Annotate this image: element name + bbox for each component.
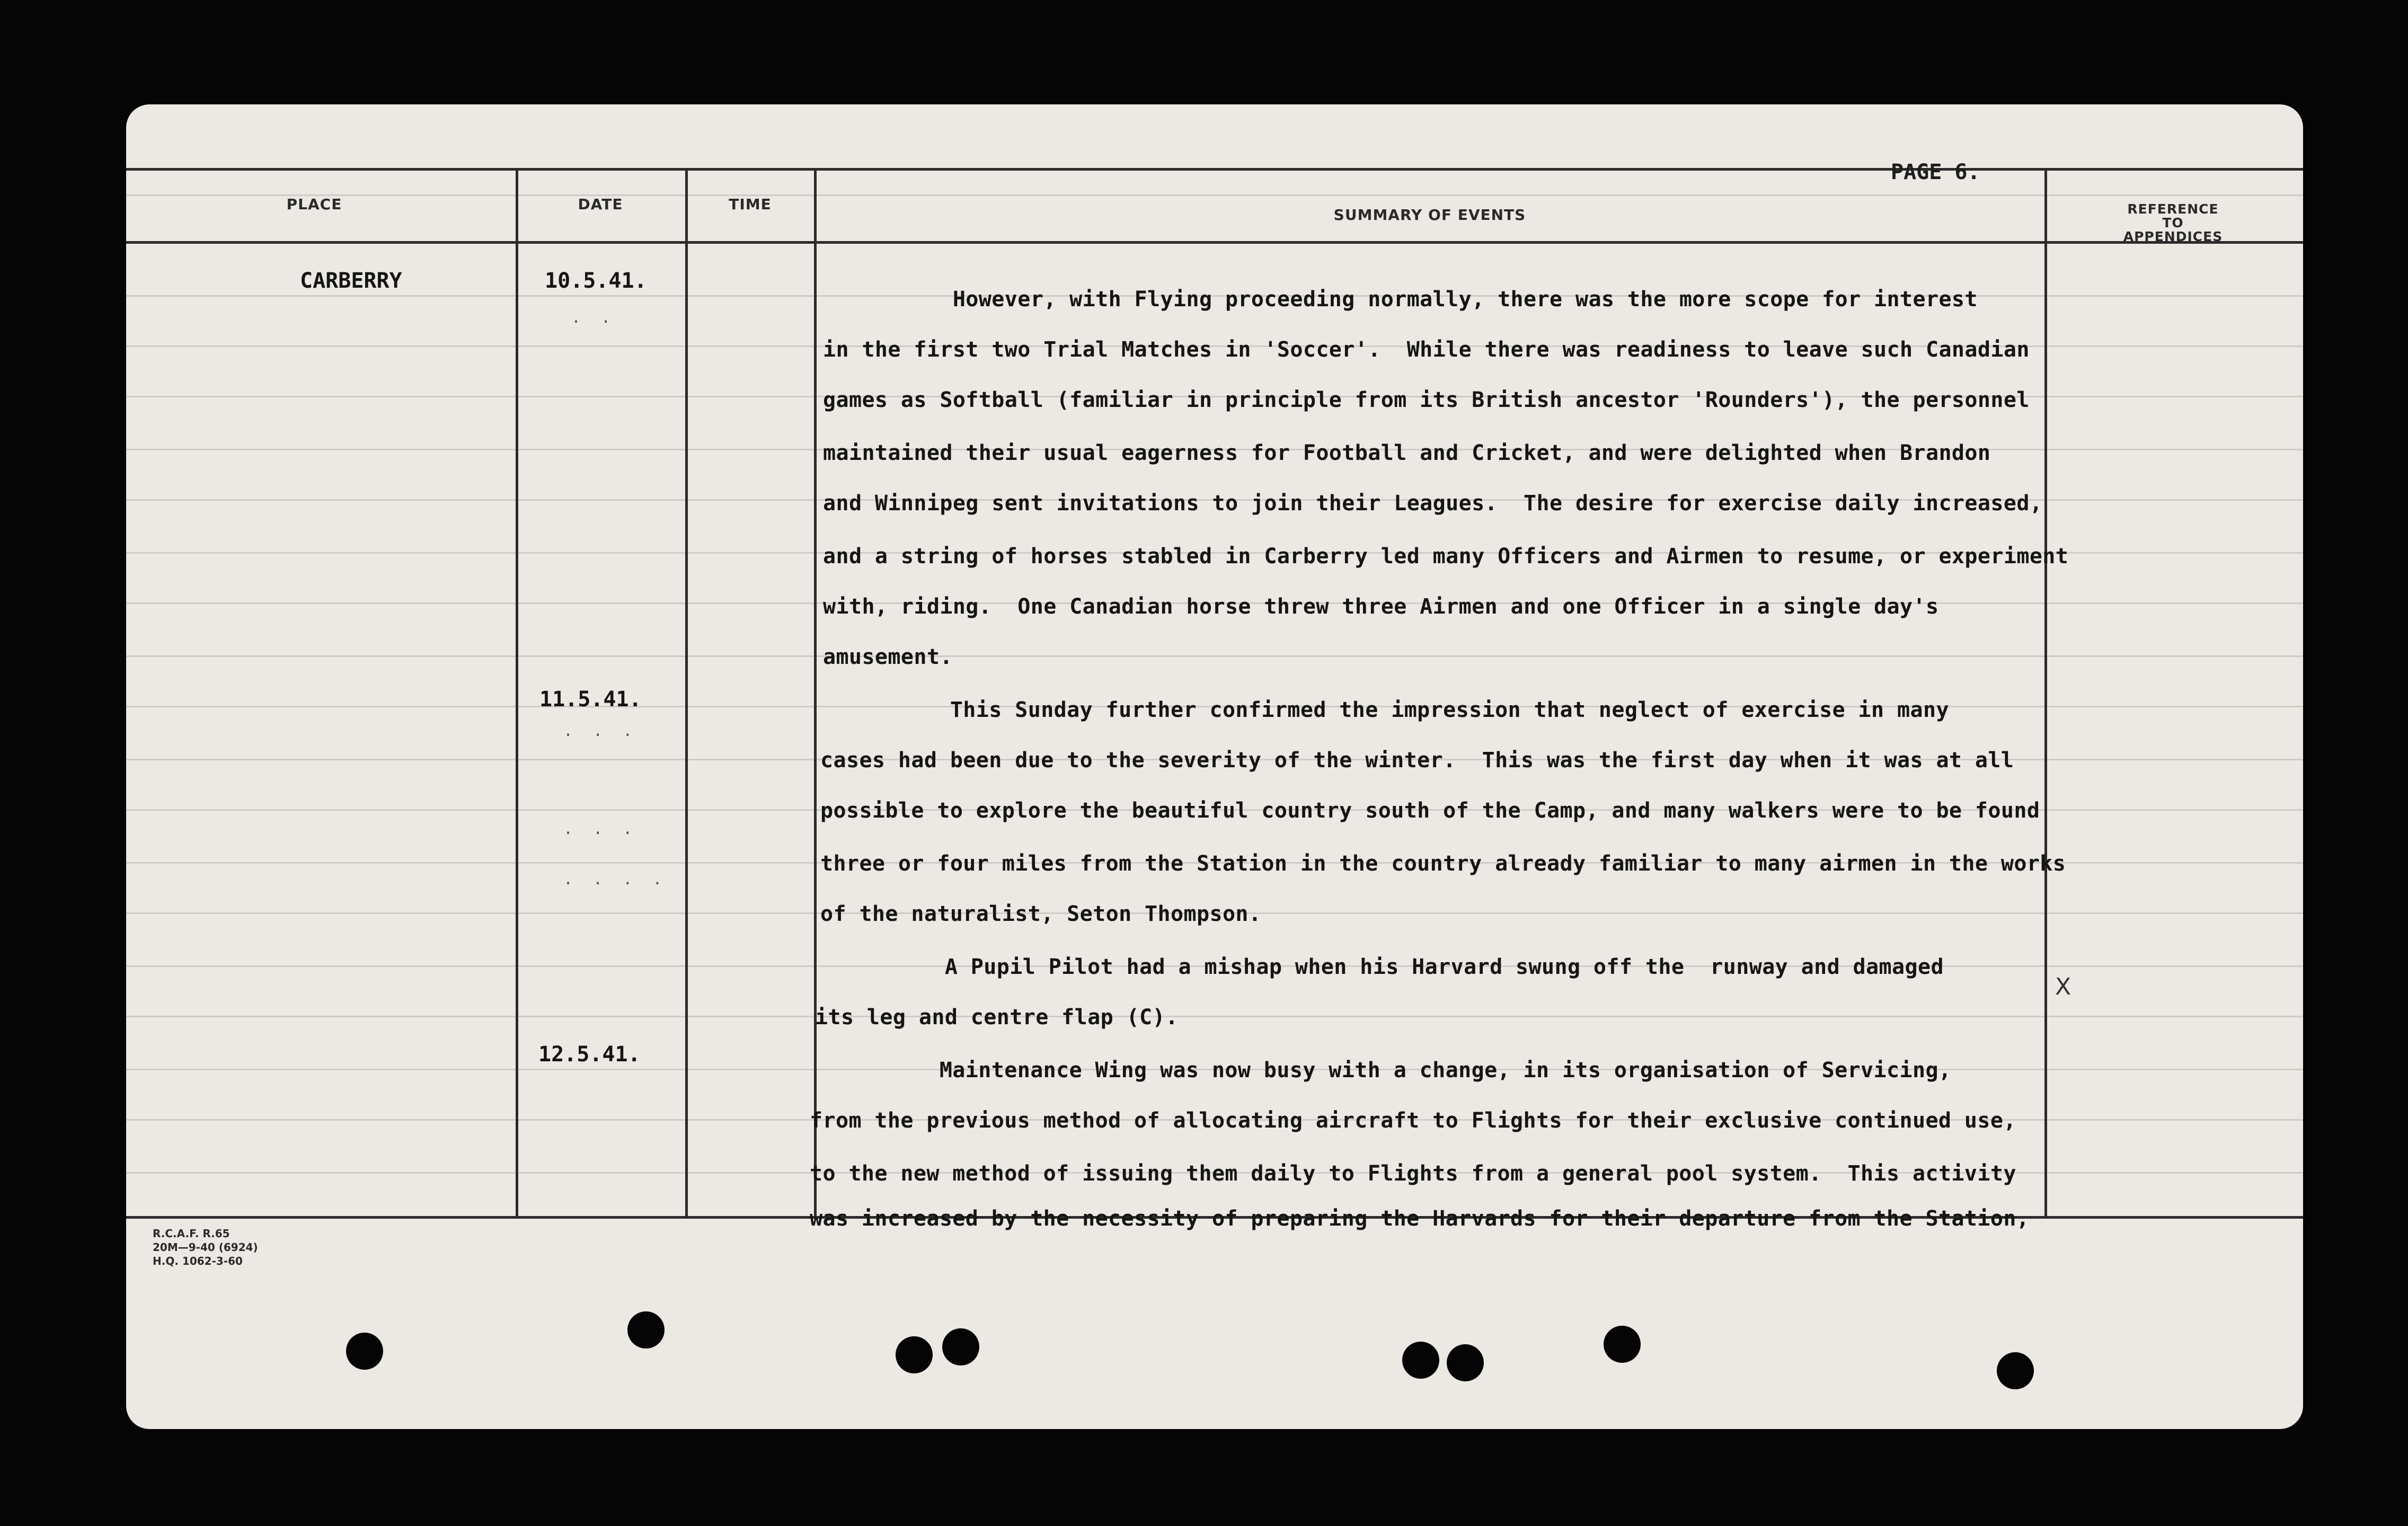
summary-line: three or four miles from the Station in the country already familiar to many airmen in the works bbox=[820, 851, 2066, 876]
summary-line: possible to explore the beautiful country south of the Camp, and many walkers were to be found bbox=[820, 799, 2040, 823]
punch-hole bbox=[896, 1336, 933, 1373]
header-time: TIME bbox=[729, 196, 772, 213]
page-label: PAGE 6. bbox=[1891, 160, 1980, 184]
date-entry: 10.5.41. bbox=[545, 269, 647, 293]
summary-line: and Winnipeg sent invitations to join their Leagues. The desire for exercise daily increased, bbox=[823, 491, 2043, 516]
date-entry: 12.5.41. bbox=[538, 1042, 641, 1067]
diary-form-card bbox=[126, 104, 2303, 1429]
punch-hole bbox=[1447, 1344, 1484, 1381]
summary-line: of the naturalist, Seton Thompson. bbox=[820, 902, 1262, 926]
punch-hole bbox=[627, 1311, 665, 1348]
punch-hole bbox=[942, 1328, 979, 1365]
place-entry: CARBERRY bbox=[300, 269, 402, 293]
summary-line: maintained their usual eagerness for Football and Cricket, and were delighted when Brandon bbox=[823, 441, 1991, 465]
form-code-line: R.C.A.F. R.65 bbox=[153, 1227, 230, 1240]
form-code-line: H.Q. 1062-3-60 bbox=[153, 1255, 243, 1267]
header-reference-line-2: TO bbox=[2162, 215, 2184, 230]
punch-hole bbox=[346, 1333, 383, 1370]
summary-line: This Sunday further confirmed the impression that neglect of exercise in many bbox=[820, 698, 1949, 722]
header-reference-line-3: APPENDICES bbox=[2123, 229, 2223, 244]
ditto-dots: . . . bbox=[563, 722, 638, 740]
summary-line: games as Softball (familiar in principle from its British ancestor 'Rounders'), the personnel bbox=[823, 388, 2030, 412]
header-reference-line-1: REFERENCE bbox=[2127, 201, 2219, 217]
form-code bbox=[153, 1227, 258, 1268]
summary-line: Maintenance Wing was now busy with a change, in its organisation of Servicing, bbox=[810, 1058, 1952, 1083]
summary-line: amusement. bbox=[823, 645, 953, 669]
ditto-dots: . . . . bbox=[563, 870, 668, 889]
header-place: PLACE bbox=[286, 196, 342, 213]
summary-line: in the first two Trial Matches in 'Soccer'. While there was readiness to leave such Canadian bbox=[823, 338, 2030, 362]
punch-hole bbox=[1997, 1352, 2034, 1389]
summary-line: and a string of horses stabled in Carberry led many Officers and Airmen to resume, or experiment bbox=[823, 544, 2069, 569]
summary-line: cases had been due to the severity of the winter. This was the first day when it was at all bbox=[820, 748, 2014, 773]
summary-line: to the new method of issuing them daily to Flights from a general pool system. This activity bbox=[810, 1161, 2016, 1186]
punch-hole bbox=[1402, 1342, 1439, 1379]
form-code-line: 20M—9-40 (6924) bbox=[153, 1241, 258, 1254]
summary-line: However, with Flying proceeding normally, there was the more scope for interest bbox=[823, 287, 1978, 312]
summary-line: was increased by the necessity of preparing the Harvards for their departure from the Station, bbox=[810, 1206, 2030, 1231]
header-summary: SUMMARY OF EVENTS bbox=[1333, 206, 1526, 224]
summary-of-events bbox=[810, 104, 2299, 1429]
ditto-dots: . . . bbox=[563, 820, 638, 838]
summary-line: from the previous method of allocating aircraft to Flights for their exclusive continued use, bbox=[810, 1108, 2016, 1133]
summary-line: with, riding. One Canadian horse threw three Airmen and one Officer in a single day's bbox=[823, 595, 1939, 619]
column-divider-place-date bbox=[516, 168, 518, 1217]
punch-hole bbox=[1604, 1326, 1641, 1363]
ditto-dots: . . bbox=[571, 308, 616, 327]
header-date: DATE bbox=[578, 196, 623, 213]
summary-line: A Pupil Pilot had a mishap when his Harvard swung off the runway and damaged bbox=[815, 955, 1944, 979]
date-entry: 11.5.41. bbox=[539, 687, 642, 712]
summary-line: its leg and centre flap (C). bbox=[815, 1005, 1179, 1030]
reference-mark: X bbox=[2055, 973, 2071, 1000]
column-divider-date-time bbox=[685, 168, 688, 1217]
